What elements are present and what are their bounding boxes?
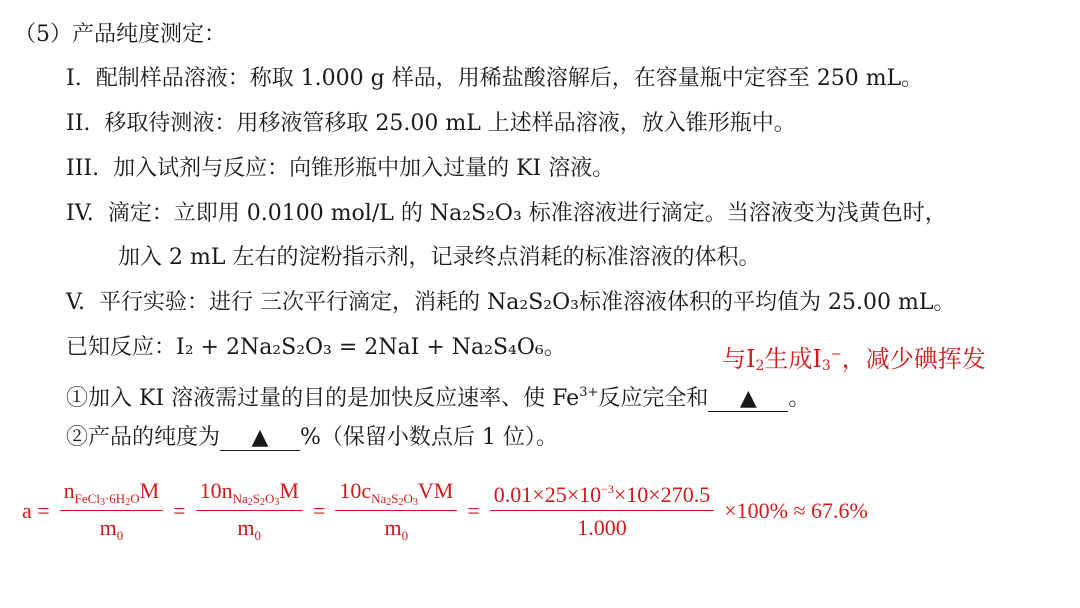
answer-1: 与$I_2$生成$I_3^-$，减少碘挥发 [722,345,986,374]
step-2 [66,109,796,139]
known-label: 已知反应： [66,335,177,360]
purity-formula [18,478,872,544]
step-text: 标准溶液体积的平均值为 25.00 mL。 [578,290,956,315]
fraction-1: $\frac{n_{FeCl3\cdot 6H2O}M}{m_0}$ [60,478,163,544]
question-2: ②产品的纯度为 ▲ %（保留小数点后 1 位）。 [66,425,558,450]
step-text: 滴定：立即用 0.0100 mol/L 的 [107,201,430,226]
known-reaction [66,333,566,363]
step-text: 标准溶液进行滴定。当溶液变为浅黄色时， [521,201,947,226]
step-1 [66,64,923,94]
section-heading: （5）产品纯度测定： [14,22,226,47]
reaction-equation: I₂ + 2Na₂S₂O₃ = 2NaI + Na₂S₄O₆。 [176,335,566,360]
step-3 [66,154,614,184]
formula-result: ×100% ≈ 67.6% [724,498,868,523]
step-4-continuation: 加入 2 mL 左右的淀粉指示剂，记录终点消耗的标准溶液的体积。 [118,245,761,270]
step-number: III. [66,156,100,181]
answer-blank: ▲ [708,387,788,412]
formula-lhs: a = [22,498,50,523]
fraction-3: $\frac{10c_{Na2S2O3}VM}{m_0}$ [335,478,457,544]
step-text: 移取待测液：用移液管移取 25.00 mL 上述样品溶液，放入锥形瓶中。 [104,111,796,136]
fraction-4: $\frac{0.01\times 25\times 10^{-3}\times 10\times 270.5}{1.000}$ [490,482,714,541]
equals-sign: = [173,498,186,523]
equals-sign: = [467,498,480,523]
step-number: II. [66,111,91,136]
chem-formula: Na₂S₂O₃ [429,201,522,226]
chem-formula: Na₂S₂O₃ [487,290,579,315]
question-1: ①加入 KI 溶液需过量的目的是加快反应速率、使 $Fe^{3+}$反应完全和 ▲ 。 [66,385,811,411]
answer-blank: ▲ [220,426,300,451]
step-4 [66,199,947,229]
step-5 [66,288,955,318]
step-text: 配制样品溶液：称取 1.000 g 样品，用稀盐酸溶解后，在容量瓶中定容至 250 mL。 [95,66,924,91]
step-number: IV. [66,201,94,226]
step-number: I. [66,66,82,91]
step-number: V. [66,290,86,315]
step-text: 平行实验：进行 三次平行滴定，消耗的 [99,290,488,315]
fraction-2: $\frac{10n_{Na2S2O3}M}{m_0}$ [196,478,303,544]
equals-sign: = [312,498,326,523]
step-text: 加入试剂与反应：向锥形瓶中加入过量的 KI 溶液。 [113,156,615,181]
